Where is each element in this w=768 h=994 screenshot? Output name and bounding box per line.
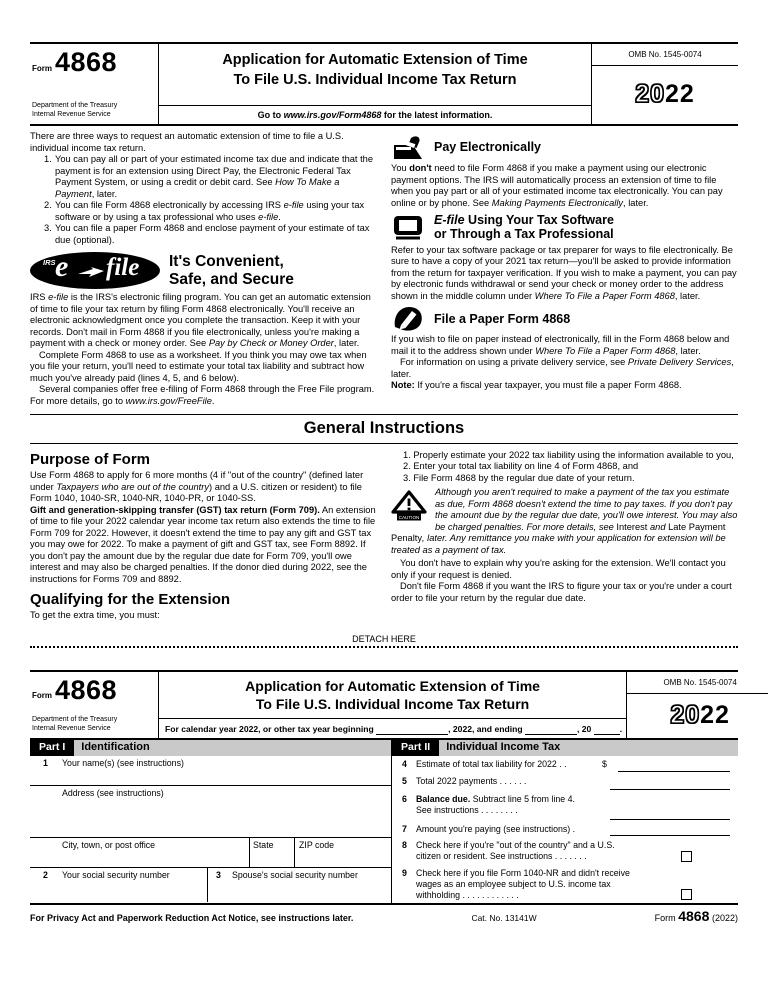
address-field-label: Address (see instructions): [62, 787, 164, 798]
out-of-country-checkbox[interactable]: [681, 851, 692, 862]
line-6-amount-rule: [610, 819, 730, 820]
step-1-number: 1.: [403, 449, 411, 460]
general-instructions-right: [391, 450, 738, 622]
line-7-amount-rule: [610, 835, 730, 836]
efile-logo-irs-text: IRS: [43, 258, 56, 268]
line-7-amount-field[interactable]: [606, 824, 732, 837]
line-9-label-line-3: withholding . . . . . . . . . . . .: [416, 889, 519, 900]
detachable-agency-line-1: Department of the Treasury: [32, 715, 118, 723]
line-4-amount-rule: [618, 771, 730, 772]
detachable-tax-year: [627, 694, 768, 738]
line-8-number: 8: [402, 839, 407, 850]
line-9-label-line-1: Check here if you file Form 1040-NR and didn't receive: [416, 867, 630, 878]
efile-software-heading: [434, 213, 614, 242]
efile-logo-file-text: file: [106, 254, 140, 282]
tax-year: [592, 66, 738, 124]
calendar-year-line: [159, 718, 626, 738]
form-header-center: [158, 44, 592, 124]
omb-number: OMB No. 1545-0074: [592, 44, 738, 66]
calendar-year-mid-2: , 20: [577, 724, 592, 735]
way-item-2: [30, 200, 377, 223]
paper-form-paragraph-1: If you wish to file on paper instead of electronically, fill in the Form 4868 below and mail it to the address shown under Where To File a Paper Form 4868, later.: [391, 334, 730, 356]
caution-icon: [391, 490, 427, 525]
line-8-label-line-2: citizen or resident. See instructions . . . . . . .: [416, 850, 587, 861]
paper-form-heading: File a Paper Form 4868: [434, 311, 571, 326]
spouse-ssn-field[interactable]: [207, 868, 391, 902]
spouse-ssn-field-label: Spouse's social security number: [232, 869, 358, 880]
footer-form-year: (2022): [711, 912, 738, 923]
pay-electronically-icon: [391, 135, 425, 160]
tax-year-ending-field[interactable]: [525, 726, 577, 735]
dollar-sign: $: [602, 758, 607, 769]
efile-software-paragraph: Refer to your tax software package or tax preparer for ways to file electronically. Be sure to have a copy of your 2021 tax return—you'll be asked to provide information from the return for taxpayer verification. If you wish to make a payment, you can pay by electronic funds withdrawal or send your check or money order to the address shown in the middle column under Where To File a Paper Form 4868, later.: [391, 244, 737, 301]
footer-form-number: 4868: [678, 907, 710, 924]
line-4-amount-field[interactable]: [602, 758, 732, 773]
line-4-label: Estimate of total tax liability for 2022 . .: [416, 758, 567, 769]
form-header-right: [592, 44, 738, 124]
agency-line-1: Department of the Treasury: [32, 101, 118, 109]
instructions-right-column: [391, 131, 738, 407]
efile-paragraph-2: Complete Form 4868 to use as a worksheet. If you think you may owe tax when you file your return, you'll need to estimate your total tax liability and subtract how much you've already paid (lines 4, 5, and 6 below).: [30, 349, 367, 383]
line-2-number: 2: [43, 869, 48, 880]
line-5-payments: [392, 773, 738, 791]
catalog-number: Cat. No. 13141W: [471, 912, 537, 923]
efile-heading-line-1: It's Convenient,: [169, 252, 284, 270]
detachable-form-number-block: [32, 674, 156, 705]
detachable-tax-year-solid: 22: [700, 701, 730, 730]
state-field-label: State: [253, 839, 274, 850]
line-5-label: Total 2022 payments . . . . . .: [416, 775, 527, 786]
line-7-label: Amount you're paying (see instructions) .: [416, 823, 576, 834]
detachable-tax-year-outline: 20: [670, 701, 701, 730]
efile-paragraph-3: Several companies offer free e-filing of Form 4868 through the Free File program. For more details, go to www.irs.gov/FreeFile.: [30, 384, 375, 406]
detachable-form-title: [159, 672, 626, 718]
part-2-section: [392, 740, 738, 903]
form-number: 4868: [55, 47, 118, 77]
name-field-label: Your name(s) (see instructions): [62, 757, 184, 768]
qualifying-paragraph: To get the extra time, you must:: [30, 610, 160, 621]
line-6-balance-due: [392, 791, 738, 821]
form-title-line-1: Application for Automatic Extension of Time: [222, 52, 528, 68]
paper-form-note: Note: If you're a fiscal year taxpayer, you must file a paper Form 4868.: [391, 380, 682, 391]
line-4-number: 4: [402, 758, 407, 769]
efile-banner: [30, 252, 377, 289]
footer-form-id: [655, 908, 738, 925]
efile-heading-line-2: Safe, and Secure: [169, 270, 294, 288]
line-4-tax-liability: [392, 756, 738, 773]
part-1-section: [30, 740, 392, 903]
detachable-header-right: [627, 672, 768, 738]
footer-form-label: Form: [654, 912, 676, 923]
city-field[interactable]: [30, 838, 249, 867]
general-instructions-heading: General Instructions: [30, 414, 738, 443]
efile-software-heading-line-1: E-file Using Your Tax Software: [434, 213, 614, 228]
address-field[interactable]: [30, 786, 391, 838]
form-title: [159, 44, 591, 105]
caution-label: CAUTION: [398, 515, 420, 521]
lightning-bolt-icon: [78, 267, 104, 278]
line-9-number: 9: [402, 867, 407, 878]
line-6-label-line-1: Balance due. Subtract line 5 from line 4.: [416, 793, 575, 804]
pay-electronically-paragraph: You don't need to file Form 4868 if you make a payment using our electronic payment options. The IRS will automatically process an extension of time to file when you pay part or all of your estimated income tax electronically. You can pay online or by phone. See Making Payments Electronically, later.: [391, 163, 723, 208]
part-2-header: [392, 740, 738, 756]
step-1-text: Properly estimate your 2022 tax liability using the information available to you,: [413, 449, 734, 460]
part-1-header: [30, 740, 391, 756]
efile-paragraph-1: IRS e-file is the IRS's electronic filing program. You can get an automatic extension of time to file your tax return by filing Form 4868 electronically. You'll receive an electronic acknowledgment once you complete the transaction. Keep it with your records. Don't mail in Form 4868 if you file electronically, unless you're making a payment with a check or money order. See Pay by Check or Money Order, later.: [30, 292, 371, 349]
line-6-amount-field[interactable]: [606, 794, 732, 821]
detachable-form-header: [30, 670, 738, 740]
part-2-label: Part II: [392, 740, 439, 756]
step-2: [391, 461, 738, 473]
part-2-title: Individual Income Tax: [446, 740, 561, 753]
line-6-label-line-2: See instructions . . . . . . . .: [416, 804, 518, 815]
city-field-label: City, town, or post office: [62, 839, 156, 850]
three-ways-intro: There are three ways to request an automatic extension of time to file a U.S. individual income tax return.: [30, 131, 344, 153]
step-3-number: 3.: [403, 472, 411, 483]
tax-year-ending-year-field[interactable]: [594, 724, 623, 735]
pay-electronically-heading: Pay Electronically: [434, 140, 542, 155]
paper-form-header: [391, 306, 738, 331]
general-instructions-columns: [30, 450, 738, 622]
tax-year-beginning-field[interactable]: [376, 726, 448, 735]
ssn-field[interactable]: [30, 868, 207, 902]
way-item-3: [30, 223, 377, 246]
form-1040nr-checkbox[interactable]: [681, 889, 692, 900]
instructions-left-column: [30, 131, 377, 407]
ssn-field-label: Your social security number: [62, 869, 170, 880]
detachable-title-line-2: To File U.S. Individual Income Tax Return: [255, 695, 530, 712]
detachable-agency-name: [32, 715, 156, 736]
paper-form-paragraph-2: For information on using a private delivery service, see Private Delivery Services, later.: [391, 357, 734, 379]
line-6-label: [416, 794, 606, 821]
line-8-out-of-country: [392, 837, 738, 865]
step-1: [391, 450, 738, 462]
form-number-block: [32, 49, 156, 76]
form-label: Form: [32, 63, 52, 73]
detach-line: [30, 646, 738, 648]
detach-here-label: DETACH HERE: [352, 633, 416, 644]
detachable-form-number: 4868: [55, 674, 118, 705]
general-instructions-left: [30, 450, 377, 622]
purpose-paragraph-2: Gift and generation-skipping transfer (GST) tax return (Form 709). An extension of time to file your 2022 calendar year income tax return also extends the time to file Form 709 for 2022. However, it doesn't extend the time to pay any gift and GST tax you may owe for 2022. To make a payment of gift and GST tax, see Form 8892. If you don't pay the amount due by the regular due date for Form 709, you'll owe interest and may also be charged penalties. If the donor died during 2022, see the instructions for Forms 709 and 8892.: [30, 504, 376, 584]
computer-icon: [391, 215, 425, 240]
line-1-number: 1: [43, 757, 48, 768]
goto-line: Go to www.irs.gov/Form4868 for the latest information.: [159, 105, 591, 124]
agency-line-2: Internal Revenue Service: [32, 110, 111, 118]
form-body: [30, 740, 738, 905]
way-item-1: [30, 154, 377, 200]
line-9-1040nr: [392, 865, 738, 903]
detachable-form-label: Form: [32, 691, 52, 701]
tax-year-outline: 20: [635, 80, 665, 109]
state-field[interactable]: [249, 838, 294, 867]
way-item-3-text: You can file a paper Form 4868 and enclose payment of your estimate of tax due (optional).: [55, 223, 370, 245]
purpose-of-form-heading: Purpose of Form: [30, 450, 151, 468]
extension-paragraph-2: You don't have to explain why you're asking for the extension. We'll contact you only if your request is denied.: [391, 558, 726, 580]
instructions-columns: [30, 131, 738, 407]
detachable-omb-number: OMB No. 1545-0074: [627, 672, 768, 694]
zip-field-label: ZIP code: [299, 839, 335, 850]
way-item-1-number: 1.: [44, 154, 52, 165]
way-item-2-text: You can file Form 4868 electronically by accessing IRS e-file using your tax software or by using a tax professional who uses e-file.: [55, 200, 365, 222]
pay-electronically-header: [391, 135, 738, 160]
part-1-title: Identification: [81, 740, 150, 753]
zip-field[interactable]: [294, 838, 391, 867]
line-7-number: 7: [402, 823, 407, 834]
part-1-label: Part I: [30, 740, 74, 756]
calendar-year-pre: For calendar year 2022, or other tax year beginning: [165, 724, 374, 735]
calendar-year-mid-1: , 2022, and ending: [448, 724, 523, 735]
line-7-amount-paying: [392, 821, 738, 837]
detachable-title-line-1: Application for Automatic Extension of Time: [245, 677, 540, 694]
way-item-3-number: 3.: [44, 223, 52, 234]
line-8-label-line-1: Check here if you're "out of the country" and a U.S.: [416, 839, 615, 850]
line-5-number: 5: [402, 775, 407, 786]
way-item-2-number: 2.: [44, 200, 52, 211]
step-3-text: File Form 4868 by the regular due date of your return.: [413, 472, 635, 483]
agency-name: [32, 101, 156, 122]
line-9-label-line-2: wages as an employee subject to U.S. income tax: [416, 878, 611, 889]
efile-heading: [169, 253, 294, 289]
efile-software-heading-line-2: or Through a Tax Professional: [434, 227, 614, 242]
purpose-paragraph-1: Use Form 4868 to apply for 6 more months (4 if "out of the country" (defined later under Taxpayers who are out of the country) and a U.S. citizen or resident) to file Form 1040, 1040-SR, 1040-NR, 1040-PR, or 1040-SS.: [30, 470, 364, 504]
line-5-amount-field[interactable]: [606, 776, 732, 791]
city-state-zip-row: [30, 838, 391, 868]
calendar-year-end: .: [619, 724, 623, 735]
line-3-number: 3: [216, 869, 221, 880]
efile-software-header: [391, 213, 738, 242]
pencil-icon: [391, 306, 425, 331]
irs-efile-logo-icon: [30, 252, 160, 289]
way-item-1-text: You can pay all or part of your estimated income tax due and indicate that the payment is for an extension using Direct Pay, the Electronic Federal Tax Payment System, or using a credit or debit card. See How To Make a Payment, later.: [55, 154, 374, 199]
caution-paragraph: Although you aren't required to make a payment of the tax you estimate as due, Form 4868 doesn't extend the time to pay taxes. If you don't pay the amount due by the regular due date, you'll owe interest. You may also be charged penalties. For more details, see Interest and Late Payment Penalty, later. Any remittance you make with your application for extension will be treated as a payment of tax.: [391, 487, 738, 555]
form-header: [30, 42, 738, 126]
qualifying-heading: Qualifying for the Extension: [30, 590, 231, 608]
line-6-number: 6: [402, 793, 407, 804]
detachable-header-center: [158, 672, 627, 738]
line-5-amount-rule: [610, 789, 730, 790]
form-footer: [30, 905, 738, 925]
form-title-line-2: To File U.S. Individual Income Tax Return: [233, 71, 517, 88]
name-field[interactable]: [30, 756, 391, 786]
detachable-header-left: [30, 672, 158, 738]
form-header-left: [30, 44, 158, 124]
step-2-number: 2.: [403, 461, 411, 472]
step-3: [391, 473, 738, 485]
step-2-text: Enter your total tax liability on line 4 of Form 4868, and: [413, 461, 639, 472]
ssn-row: [30, 868, 391, 902]
caution-block: [391, 487, 738, 556]
privacy-act-notice: For Privacy Act and Paperwork Reduction Act Notice, see instructions later.: [30, 912, 354, 923]
detachable-agency-line-2: Internal Revenue Service: [32, 724, 111, 732]
efile-logo-e-text: e: [55, 250, 69, 284]
tax-year-solid: 22: [665, 80, 695, 109]
extension-paragraph-3: Don't file Form 4868 if you want the IRS to figure your tax or you're under a court order to file your return by the regular due date.: [391, 581, 732, 603]
